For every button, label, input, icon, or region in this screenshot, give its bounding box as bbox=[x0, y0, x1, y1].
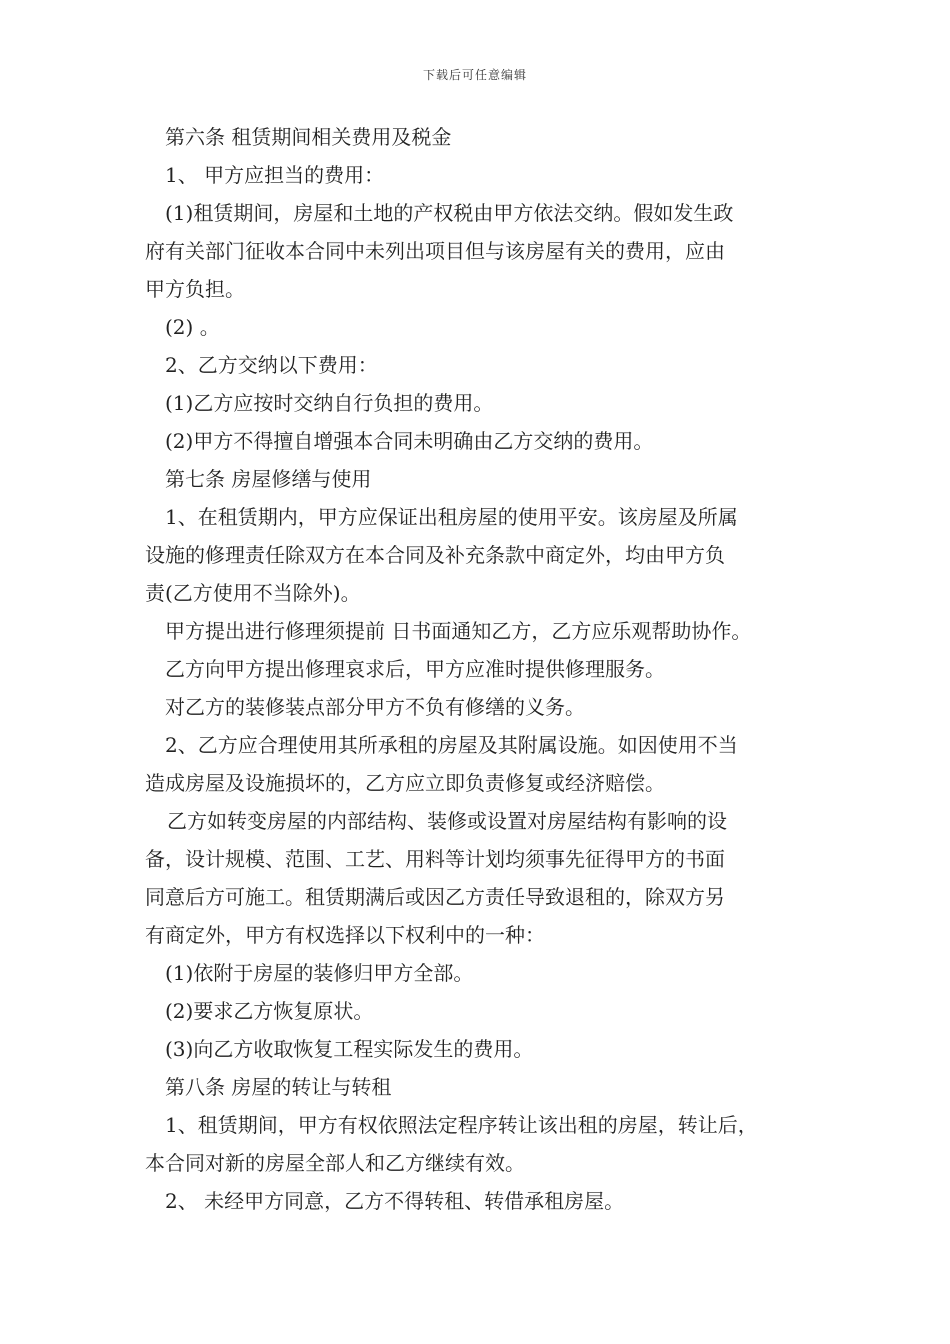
paragraph-line: 设施的修理责任除双方在本合同及补充条款中商定外，均由甲方负 bbox=[145, 543, 725, 567]
paragraph-line: 2、 未经甲方同意，乙方不得转租、转借承租房屋。 bbox=[165, 1189, 625, 1213]
paragraph-line: 本合同对新的房屋全部人和乙方继续有效。 bbox=[145, 1151, 525, 1175]
article-7-heading: 第七条 房屋修缮与使用 bbox=[165, 467, 372, 491]
paragraph-line: 甲方负担。 bbox=[145, 277, 245, 301]
paragraph-line: 对乙方的装修装点部分甲方不负有修缮的义务。 bbox=[165, 695, 585, 719]
article-8-heading: 第八条 房屋的转让与转租 bbox=[165, 1075, 392, 1099]
paragraph-line: 2、乙方交纳以下费用： bbox=[165, 353, 378, 377]
paragraph-line: 造成房屋及设施损坏的，乙方应立即负责修复或经济赔偿。 bbox=[145, 771, 665, 795]
paragraph-line: 1、在租赁期内，甲方应保证出租房屋的使用平安。该房屋及所属 bbox=[165, 505, 738, 529]
document-body bbox=[145, 118, 815, 1220]
paragraph-line: 同意后方可施工。租赁期满后或因乙方责任导致退租的，除双方另 bbox=[145, 885, 725, 909]
paragraph-line: (2)要求乙方恢复原状。 bbox=[165, 999, 374, 1023]
article-6-heading: 第六条 租赁期间相关费用及税金 bbox=[165, 125, 452, 149]
paragraph-line: (1)依附于房屋的装修归甲方全部。 bbox=[165, 961, 474, 985]
paragraph-line: (2) 。 bbox=[165, 315, 220, 339]
paragraph-line: 备，设计规模、范围、工艺、用料等计划均须事先征得甲方的书面 bbox=[145, 847, 725, 871]
page-header: 下载后可任意编辑 bbox=[422, 68, 527, 82]
paragraph-line: 1、租赁期间，甲方有权依照法定程序转让该出租的房屋，转让后， bbox=[165, 1113, 758, 1137]
paragraph-line: (2)甲方不得擅自增强本合同未明确由乙方交纳的费用。 bbox=[165, 429, 654, 453]
paragraph-line: (1)租赁期间，房屋和土地的产权税由甲方依法交纳。假如发生政 bbox=[165, 201, 734, 225]
paragraph-line: (1)乙方应按时交纳自行负担的费用。 bbox=[165, 391, 494, 415]
paragraph-line: 1、 甲方应担当的费用： bbox=[165, 163, 385, 187]
paragraph-line: 府有关部门征收本合同中未列出项目但与该房屋有关的费用，应由 bbox=[145, 239, 725, 263]
paragraph-line: 甲方提出进行修理须提前 日书面通知乙方，乙方应乐观帮助协作。 bbox=[165, 619, 752, 643]
paragraph-line: 乙方如转变房屋的内部结构、装修或设置对房屋结构有影响的设 bbox=[167, 809, 727, 833]
paragraph-line: 有商定外，甲方有权选择以下权利中的一种： bbox=[145, 923, 545, 947]
paragraph-line: 乙方向甲方提出修理哀求后，甲方应准时提供修理服务。 bbox=[165, 657, 665, 681]
paragraph-line: (3)向乙方收取恢复工程实际发生的费用。 bbox=[165, 1037, 534, 1061]
paragraph-line: 2、乙方应合理使用其所承租的房屋及其附属设施。如因使用不当 bbox=[165, 733, 738, 757]
paragraph-line: 责(乙方使用不当除外)。 bbox=[145, 581, 361, 605]
